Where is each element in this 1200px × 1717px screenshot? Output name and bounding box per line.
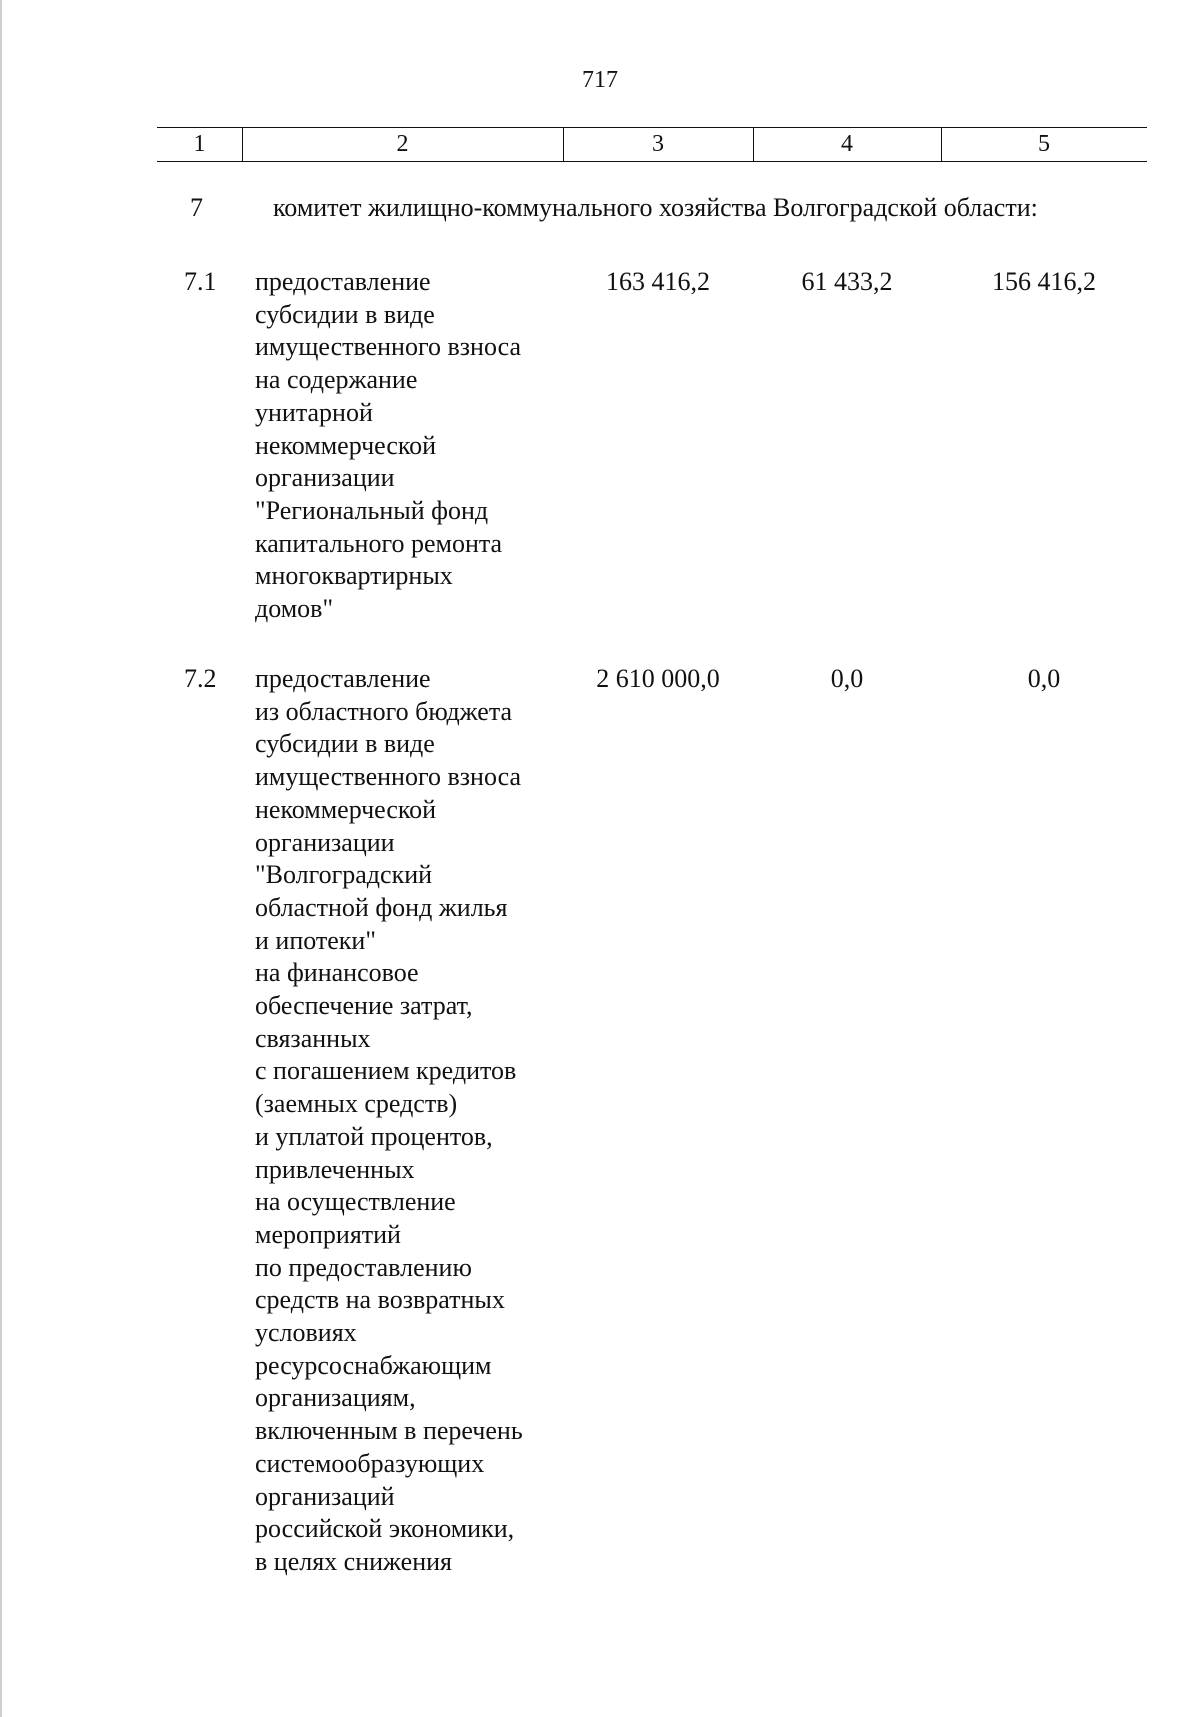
description-line: некоммерческой — [255, 794, 437, 824]
description-line: привлеченных — [255, 1154, 415, 1184]
description-line: и уплатой процентов, — [255, 1121, 493, 1151]
description-line: унитарной — [255, 397, 373, 427]
description-line: в целях снижения — [255, 1546, 452, 1576]
description-line: связанных — [255, 1023, 371, 1053]
description-line: "Волгоградский — [255, 860, 433, 890]
description-line: предоставление — [255, 664, 431, 693]
row-number: 7.2 — [184, 664, 217, 693]
description-line: на содержание — [255, 365, 418, 395]
row-description — [255, 266, 555, 626]
value-col4: 0,0 — [830, 664, 864, 693]
table-header-top-rule — [157, 127, 1147, 128]
value-col4: 61 433,2 — [801, 267, 893, 296]
description-line: предоставление — [255, 267, 431, 296]
description-line: средств на возвратных — [255, 1285, 505, 1315]
description-line: условиях — [255, 1318, 357, 1348]
description-line: ресурсоснабжающим — [255, 1350, 492, 1380]
description-line: имущественного взноса — [255, 762, 521, 792]
column-header-2: 2 — [396, 131, 409, 157]
description-line: на финансовое — [255, 958, 419, 988]
description-line: (заемных средств) — [255, 1089, 458, 1119]
description-line: с погашением кредитов — [255, 1056, 517, 1086]
description-line: некоммерческой — [255, 430, 437, 460]
description-line: системообразующих — [255, 1448, 485, 1478]
description-line: "Региональный фонд — [255, 495, 489, 525]
value-col3: 163 416,2 — [606, 267, 710, 296]
column-header-4: 4 — [841, 131, 853, 157]
table-header-bottom-rule — [157, 161, 1147, 162]
description-line: российской экономики, — [255, 1514, 515, 1544]
description-line: субсидии в виде — [255, 729, 435, 759]
description-line: включенным в перечень — [255, 1416, 523, 1446]
description-line: по предоставлению — [255, 1252, 472, 1282]
page-number: 717 — [582, 67, 618, 93]
section-number: 7 — [190, 193, 203, 222]
description-line: субсидии в виде — [255, 299, 435, 329]
description-line: капитального ремонта — [255, 528, 503, 558]
column-header-1: 1 — [193, 131, 206, 157]
description-line: на осуществление — [255, 1187, 456, 1217]
row-number: 7.1 — [184, 267, 217, 296]
description-line: организациям, — [255, 1383, 416, 1413]
description-line: организаций — [255, 1481, 395, 1511]
description-line: обеспечение затрат, — [255, 991, 473, 1021]
description-line: организации — [255, 463, 395, 493]
description-line: из областного бюджета — [255, 696, 513, 726]
description-line: и ипотеки" — [255, 925, 376, 955]
description-line: мероприятий — [255, 1219, 401, 1249]
value-col5: 156 416,2 — [992, 267, 1096, 296]
column-header-3: 3 — [652, 131, 664, 157]
section-title: комитет жилищно-коммунального хозяйства Волгоградской области: — [273, 193, 1038, 222]
description-line: многоквартирных — [255, 561, 453, 591]
column-header-5: 5 — [1038, 131, 1050, 157]
description-line: организации — [255, 827, 395, 857]
row-description — [255, 663, 555, 1579]
scan-edge — [0, 0, 2, 1717]
value-col3: 2 610 000,0 — [596, 664, 720, 693]
description-line: имущественного взноса — [255, 332, 521, 362]
description-line: домов" — [255, 594, 334, 624]
value-col5: 0,0 — [1027, 664, 1061, 693]
description-line: областной фонд жилья — [255, 892, 508, 922]
